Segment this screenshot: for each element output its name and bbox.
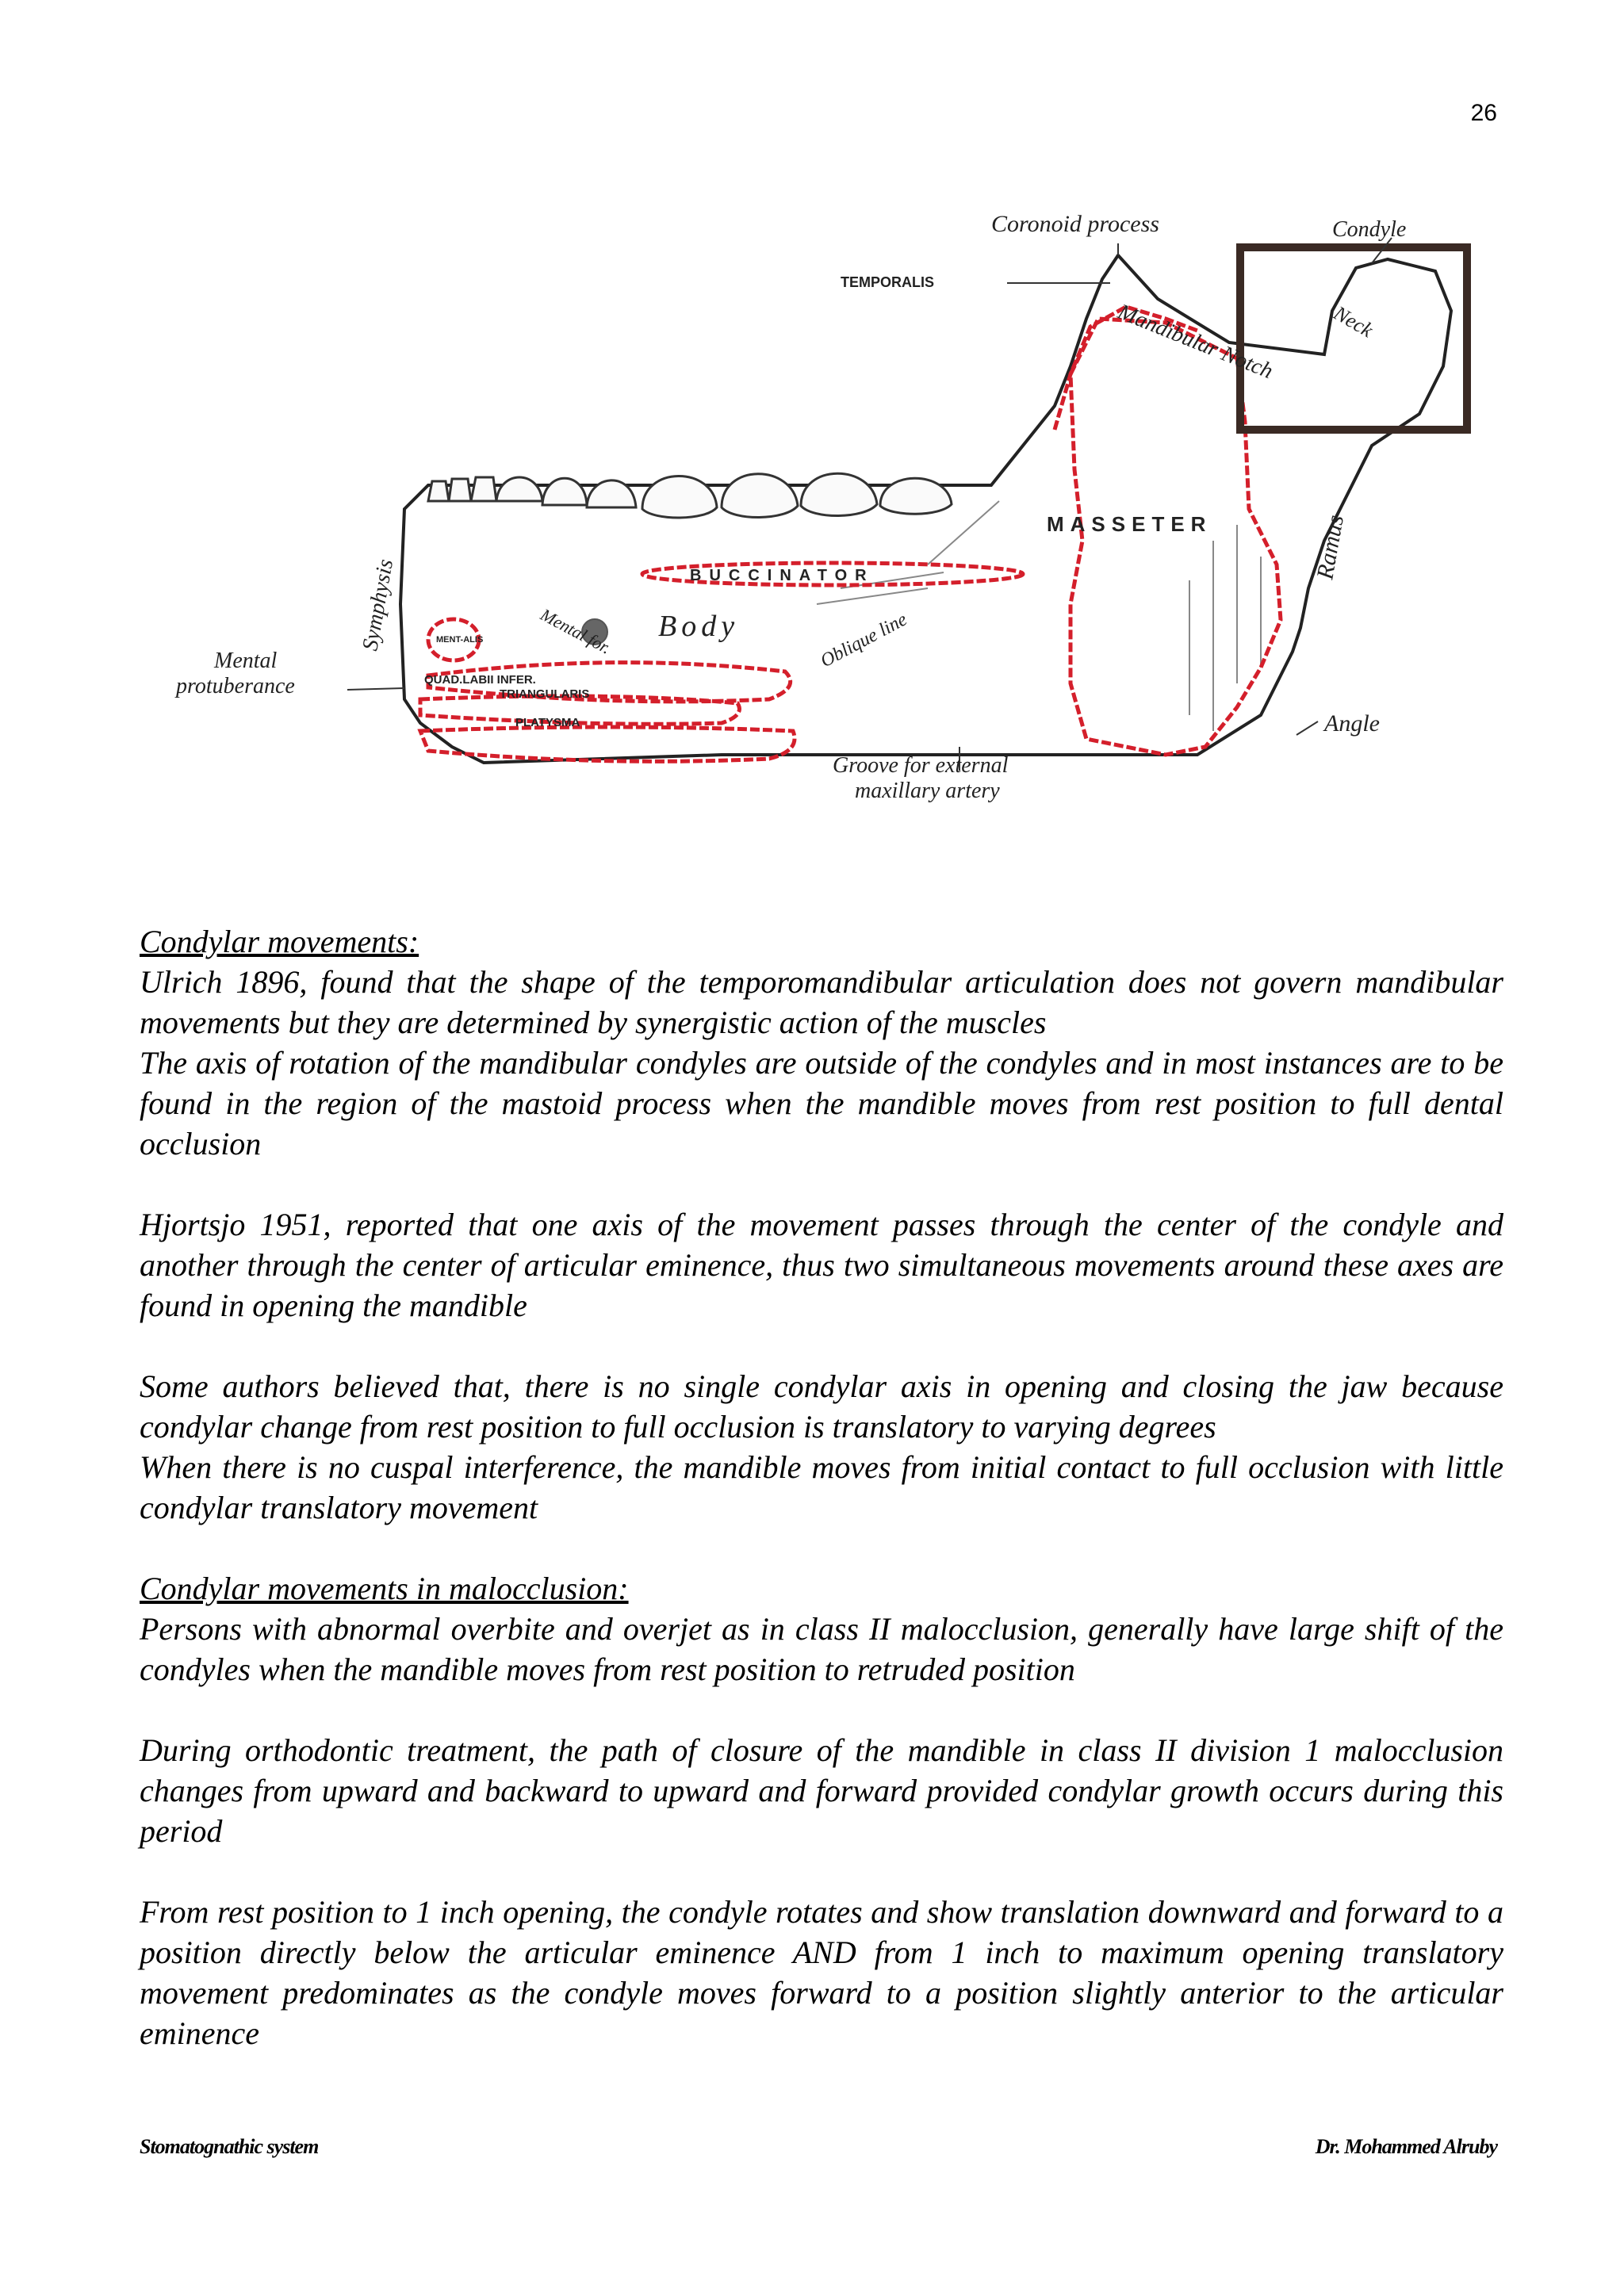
paragraph-some-authors: Some authors believed that, there is no single condylar axis in opening and closing the jaw because condylar change from rest position to full occlusion is translatory to varying degrees [140, 1368, 1503, 1445]
footer-author: Dr. Mohammed Alruby [1315, 2135, 1497, 2158]
mandibular-notch-label: Mandibular Notch [1114, 299, 1277, 385]
paragraph-ulrich: Ulrich 1896, found that the shape of the temporomandibular articulation does not govern mandibular movements but they are determined by synergistic action of the muscles [140, 964, 1503, 1040]
paragraph-axis-rotation: The axis of rotation of the mandibular condyles are outside of the condyles and in most instances are to be found in the region of the mastoid process when the mandible moves from rest position to full dental occlusion [140, 1045, 1503, 1161]
mental-protuberance-label-line2: protuberance [176, 674, 295, 698]
groove-label-line2: maxillary artery [855, 779, 1000, 803]
condyle-label: Condyle [1332, 217, 1407, 242]
teeth [428, 473, 952, 518]
angle-label: Angle [1324, 710, 1380, 737]
ramus-label: Ramus [1312, 513, 1350, 582]
masseter-label: MASSETER [1047, 512, 1212, 536]
oblique-line-label: Oblique line [817, 609, 911, 672]
paragraph-orthodontic-treatment: During orthodontic treatment, the path of closure of the mandible in class II division 1 malocclusion changes from upward and backward to upward and forward provided condylar growth occurs during this period [140, 1732, 1503, 1849]
section-heading-malocclusion: Condylar movements in malocclusion: [140, 1571, 629, 1606]
section-heading-condylar-movements: Condylar movements: [140, 924, 419, 959]
paragraph-hjortsjo: Hjortsjo 1951, reported that one axis of the movement passes through the center of the condyle and another through the center of articular eminence, thus two simultaneous movements around these axes are found in opening the mandible [140, 1207, 1503, 1323]
platysma-label: PLATYSMA [515, 716, 580, 729]
symphysis-label: Symphysis [358, 557, 399, 653]
mandible-anatomy-figure [167, 208, 1483, 810]
paragraph-class-ii: Persons with abnormal overbite and overjet as in class II malocclusion, generally have large shift of the condyles when the mandible moves from rest position to retruded position [140, 1611, 1503, 1687]
mentalis-label: MENT-ALIS [436, 635, 484, 645]
paragraph-rest-position-opening: From rest position to 1 inch opening, the condyle rotates and show translation downward and forward to a position directly below the articular eminence AND from 1 inch to maximum opening translatory movement predominates as the condyle moves forward to a position slightly anterior to the articular eminence [140, 1894, 1503, 2051]
groove-label-line1: Groove for external [833, 753, 1009, 778]
quad-labii-label: QUAD.LABII INFER. [424, 673, 536, 687]
mental-protuberance-label-line1: Mental [214, 649, 278, 673]
page-number: 26 [1470, 100, 1497, 126]
triangularis-label: TRIANGULARIS [500, 687, 590, 701]
neck-label: Neck [1330, 301, 1377, 342]
body-text [140, 921, 1503, 2053]
body-label: Body [658, 610, 740, 643]
coronoid-process-label: Coronoid process [991, 211, 1159, 237]
footer-document-title: Stomatognathic system [140, 2135, 319, 2158]
mandible-illustration [167, 208, 1483, 810]
paragraph-cuspal-interference: When there is no cuspal interference, the mandible moves from initial contact to full occlusion with little condylar translatory movement [140, 1449, 1503, 1525]
mental-foramen-label: Mental for. [537, 604, 615, 658]
buccinator-label: BUCCINATOR [690, 567, 875, 584]
temporalis-label: TEMPORALIS [841, 274, 935, 290]
masseter-outline [1071, 319, 1281, 755]
